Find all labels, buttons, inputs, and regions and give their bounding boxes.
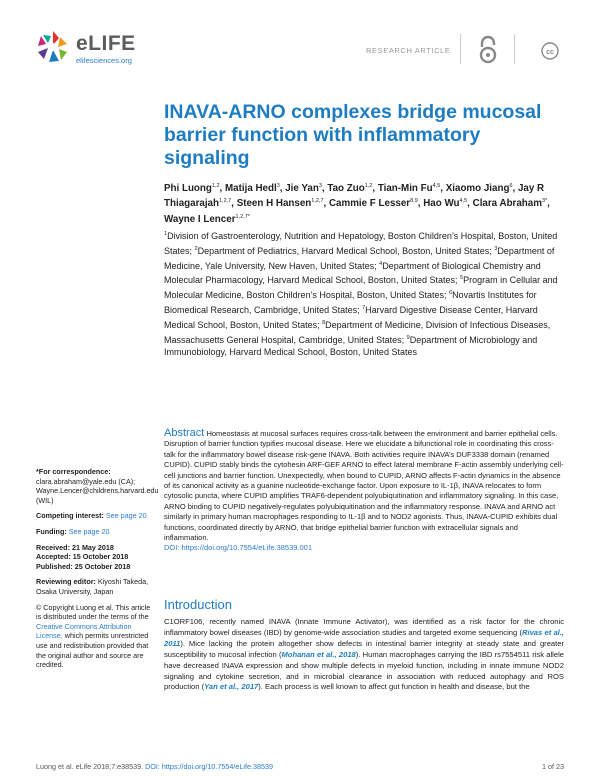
article-sidebar — [36, 467, 159, 676]
affiliation-item: $^5$Program in Cellular and Molecular Medicine, Boston Children’s Hospital, Boston, United States; — [164, 275, 558, 301]
intro-text: C1ORF106, recently named INAVA (Innate Immune Activator), was identified as a risk factor for the chronic inflammatory bowel diseases (IBD) by genome-wide association studies and targeted exome sequencing ( — [164, 617, 564, 637]
footer-doi-link[interactable]: DOI: https://doi.org/10.7554/eLife.38539 — [145, 762, 273, 771]
citation-link[interactable]: Yan et al., 2017 — [204, 682, 259, 692]
author-list: Phi Luong$^{1,2}$, Matija Hedl$^3$, Jie Yan$^3$, Tao Zuo$^{1,2}$, Tian-Min Fu$^{4,5}$, Xiaomo Jiang$^6$, Jay R Thiagarajah$^{1,2,7}$, Steen H Hansen$^{1,2,7}$, Cammie F Lesser$^{8,9}$, Hao Wu$^{4,5}$, Clara Abraham$^{3*}$, Wayne I Lencer$^{1,2,7*}$ — [164, 183, 550, 225]
introduction-paragraph — [164, 617, 564, 693]
correspondence-emails[interactable]: clara.abraham@yale.edu (CA); Wayne.Lencer@childrens.harvard.edu (WIL) — [36, 476, 159, 505]
page-footer — [36, 762, 564, 771]
cc-license-link[interactable]: Creative Commons Attribution License, — [36, 621, 132, 641]
author-name[interactable]: Clara Abraham$^{3*}$ — [472, 198, 548, 210]
correspondence-block — [36, 467, 159, 505]
author-name[interactable]: Steen H Hansen$^{1,2,7}$ — [236, 198, 324, 210]
dates-block — [36, 543, 156, 572]
competing-interest-block — [36, 511, 156, 521]
page-number: 1 of 23 — [542, 762, 564, 771]
elife-logo[interactable] — [34, 28, 144, 68]
funding-label: Funding: — [36, 526, 67, 536]
copyright-block — [36, 603, 156, 670]
competing-interest-label: Competing interest: — [36, 511, 104, 521]
abstract-doi-link[interactable]: DOI: https://doi.org/10.7554/eLife.38539.001 — [164, 543, 313, 553]
affiliation-item: $^3$Department of Medicine, Yale University, New Haven, United States; — [164, 245, 555, 271]
competing-interest-link[interactable]: See page 20 — [105, 511, 147, 521]
accepted-date: Accepted: 15 October 2018 — [36, 552, 129, 562]
logo-text: eLIFE — [76, 32, 136, 55]
author-name[interactable]: Tao Zuo$^{1,2}$ — [327, 183, 373, 194]
funding-block — [36, 527, 156, 537]
reviewing-editor-name: Kiyoshi Takeda, Osaka University, Japan — [36, 577, 149, 596]
correspondence-label: *For correspondence: — [36, 467, 111, 476]
affiliation-item: $^8$Department of Medicine, Division of Infectious Diseases, Massachusetts General Hospital, Cambridge, United States; — [164, 319, 551, 345]
affiliation-item: $^1$Division of Gastroenterology, Nutrition and Hepatology, Boston Children’s Hospital, Boston, United States; — [164, 231, 558, 256]
author-name[interactable]: Wayne I Lencer$^{1,2,7*}$ — [164, 213, 250, 225]
author-name[interactable]: Tian-Min Fu$^{4,5}$ — [377, 183, 441, 194]
citation-link[interactable]: Rivas et al., 2011 — [164, 627, 564, 648]
author-name[interactable]: Cammie F Lesser$^{8,9}$ — [328, 198, 418, 210]
affiliation-item: $^7$Harvard Digestive Disease Center, Harvard Medical School, Boston, United States; — [164, 304, 538, 330]
intro-text: ). Human macrophages carrying the IBD rs7554511 risk allele have decreased INAVA expression and show multiple defects in myeloid function, including in innate immune NOD2 signaling and cytokine secretion, and in microbial clearance in association with reduced autophagy and ROS production ( — [164, 649, 564, 692]
funding-link[interactable]: See page 20 — [68, 526, 110, 536]
author-name[interactable]: Phi Luong$^{1,2}$ — [164, 183, 220, 194]
svg-text:cc: cc — [546, 49, 554, 56]
author-name[interactable]: Jie Yan$^3$ — [285, 183, 322, 194]
reviewing-editor-label: Reviewing editor: — [36, 577, 96, 587]
copyright-text-end: which permits unrestricted use and redistribution provided that the original author and source are credited. — [36, 631, 149, 670]
published-date: Published: 25 October 2018 — [36, 561, 131, 571]
author-name[interactable]: Hao Wu$^{4,5}$ — [423, 198, 468, 210]
received-date: Received: 21 May 2018 — [36, 542, 114, 552]
affiliation-item: $^4$Department of Biological Chemistry and Molecular Pharmacology, Harvard Medical School, Boston, United States; — [164, 260, 541, 286]
footer-citation: Luong et al. eLife 2018;7:e38539. — [36, 762, 144, 771]
abstract — [164, 428, 564, 554]
elife-logo-icon — [34, 28, 72, 66]
logo-url[interactable]: elifesciences.org — [76, 56, 132, 65]
article-type-label: RESEARCH ARTICLE — [366, 46, 451, 55]
affiliation-item: $^2$Department of Pediatrics, Harvard Medical School, Boston, United States; — [194, 245, 492, 256]
citation-link[interactable]: Mohanan et al., 2018 — [281, 649, 356, 659]
author-name[interactable]: Matija Hedl$^3$ — [225, 183, 280, 194]
introduction-heading: Introduction — [164, 597, 232, 612]
author-name[interactable]: Xiaomo Jiang$^6$ — [445, 183, 513, 194]
reviewing-editor-block — [36, 577, 156, 596]
author-name[interactable]: Jay R Thiagarajah$^{1,2,7}$ — [164, 183, 545, 210]
intro-text: ). Each process is well known to affect gut function in health and disease, but the — [258, 682, 530, 692]
header-divider — [460, 34, 461, 64]
affiliation-item: $^6$Novartis Institutes for Biomedical Research, Cambridge, United States; — [164, 290, 537, 315]
abstract-text: Homeostasis at mucosal surfaces requires cross-talk between the environment and barrier epithelial cells. Disruption of barrier function typifies mucosal disease. Here we elucidate a bifunctional role in coordinating this cross-talk for the inflammatory bowel disease risk-gene INAVA. Both activities require INAVA’s DUF3338 domain (renamed CUPID). CUPID stably binds the cytohesin ARF-GEF ARNO to effect lateral membrane F-actin assembly underlying cell-cell junctions and barrier function. Unexpectedly, when bound to CUPID, ARNO affects F-actin dynamics in the absence of its canonical activity as a guanine nucleotide-exchange factor. Upon exposure to IL-1β, INAVA relocates to form cytosolic puncta, where CUPID amplifies TRAF6-dependent polyubiquitination and inflammatory signaling. In this case, ARNO binding to CUPID negatively-regulates polyubiquitination and the inflammatory response. INAVA and ARNO act similarly in primary human macrophages responding to IL-1β and to NOD2 agonists. Thus, INAVA-CUPID exhibits dual functions, coordinated directly by ARNO, that bridge epithelial barrier function with extracellular signals and inflammation. — [164, 429, 564, 543]
copyright-icon: © — [36, 602, 44, 612]
intro-text: ). Mice lacking the protein altogether show defects in intestinal barrier integrity at steady state and greater susceptibility to mucosal infection ( — [164, 638, 564, 659]
affiliation-list — [164, 228, 564, 359]
open-access-icon[interactable] — [478, 35, 498, 65]
affiliation-item: $^9$Department of Microbiology and Immunobiology, Harvard Medical School, Boston, United States — [164, 334, 538, 358]
creative-commons-icon[interactable] — [541, 42, 559, 60]
header-divider — [514, 34, 515, 64]
abstract-heading: Abstract — [164, 427, 205, 439]
article-title: INAVA-ARNO complexes bridge mucosal barrier function with inflammatory signaling — [164, 101, 542, 169]
copyright-text: Copyright Luong et al. This article is distributed under the terms of the — [36, 602, 151, 622]
